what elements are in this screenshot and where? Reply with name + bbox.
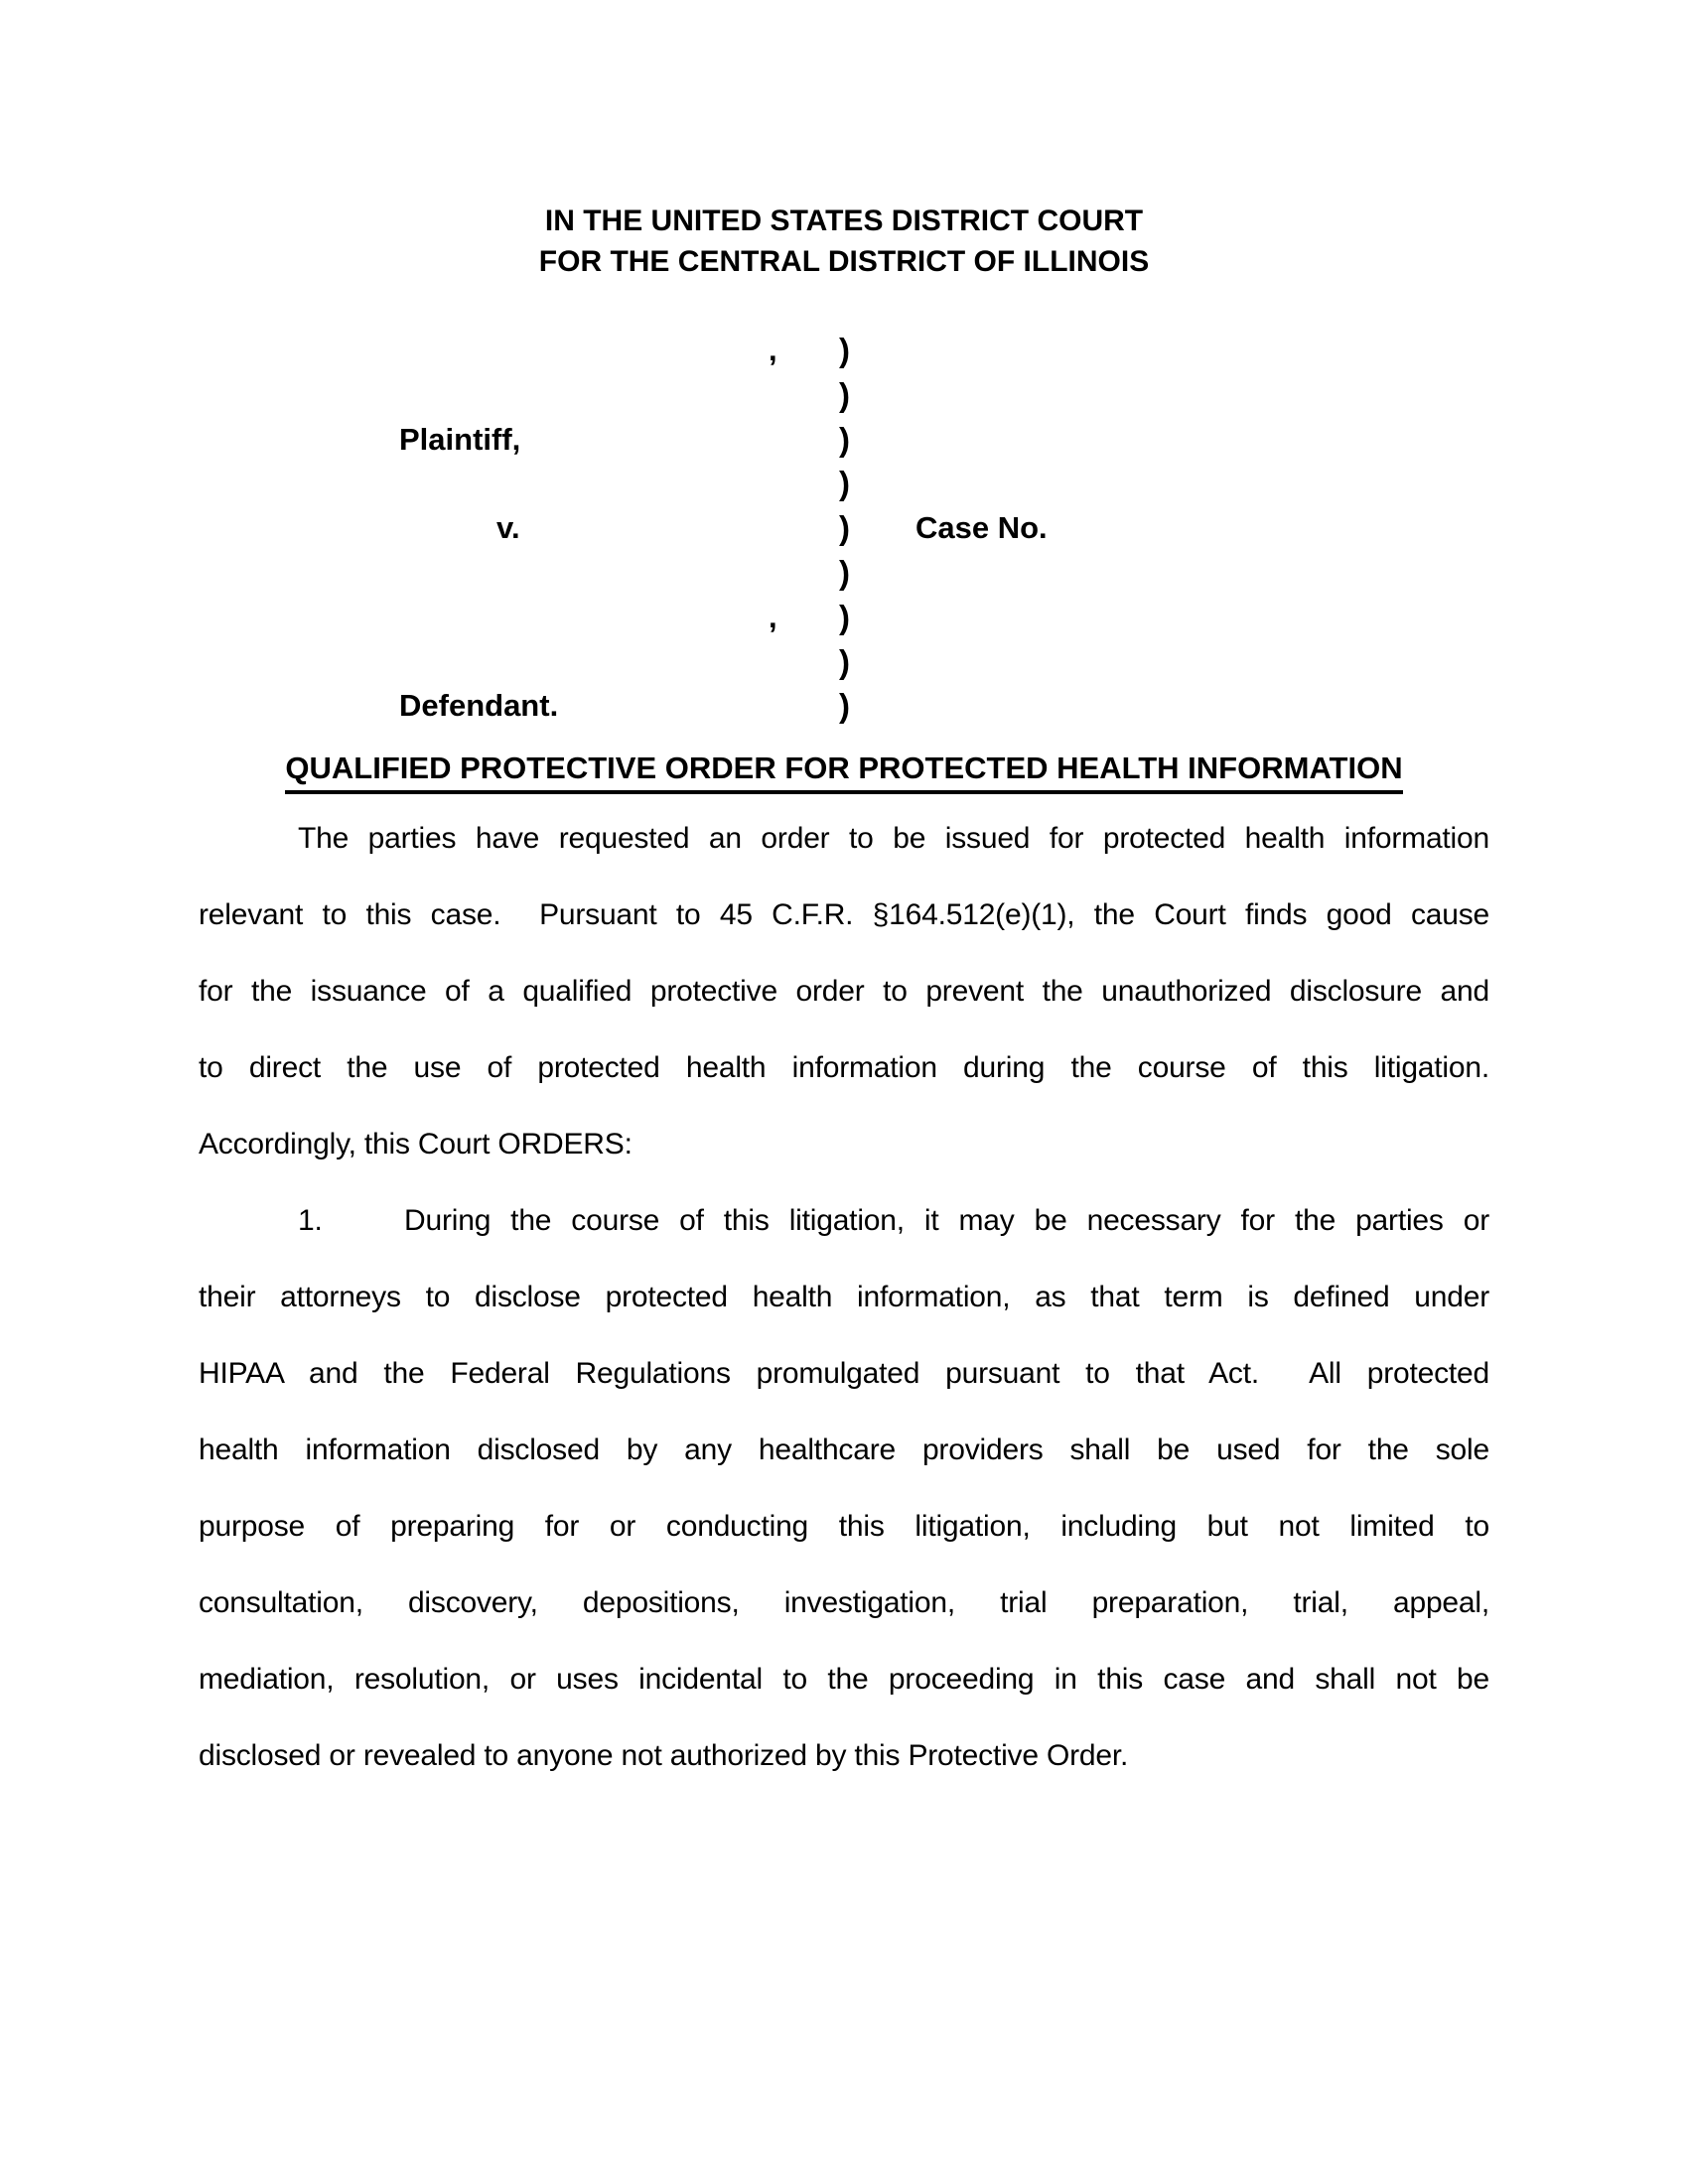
- caption-blank-name-comma: ,: [769, 333, 777, 367]
- case-caption: [0, 331, 1688, 748]
- caption-row: [0, 331, 1688, 376]
- caption-party-label: Defendant.: [399, 688, 559, 723]
- body-line-paragraph-2: purpose of preparing for or conducting this litigation, including but not limited to: [199, 1510, 1489, 1543]
- document-title: [0, 751, 1688, 794]
- caption-paren: ): [839, 376, 850, 413]
- caption-paren: ): [839, 643, 850, 680]
- body-line-paragraph-2: consultation, discovery, depositions, investigation, trial preparation, trial, appeal,: [199, 1586, 1489, 1619]
- caption-row: [0, 375, 1688, 421]
- court-header-line2: FOR THE CENTRAL DISTRICT OF ILLINOIS: [538, 245, 1150, 278]
- caption-paren: ): [839, 465, 850, 501]
- document-body: [199, 800, 1489, 1794]
- caption-row: [0, 508, 1688, 554]
- caption-paren: ): [839, 421, 850, 458]
- caption-row: [0, 464, 1688, 509]
- caption-paren: ): [839, 509, 850, 546]
- caption-row: [0, 553, 1688, 599]
- caption-paren: ): [839, 332, 850, 368]
- body-line-paragraph-1: to direct the use of protected health information during the course of this litigation.: [199, 1051, 1489, 1084]
- caption-row: [0, 642, 1688, 688]
- court-header: [0, 201, 1688, 282]
- caption-row: [0, 598, 1688, 643]
- paragraph-number: 1.: [298, 1204, 323, 1237]
- body-line-paragraph-2: health information disclosed by any healthcare providers shall be used for the sole: [199, 1433, 1489, 1466]
- caption-row: [0, 686, 1688, 732]
- caption-party-label: v.: [496, 510, 520, 545]
- caption-paren: ): [839, 687, 850, 724]
- document-title-text: QUALIFIED PROTECTIVE ORDER FOR PROTECTED HEALTH INFORMATION: [285, 751, 1402, 794]
- body-line-paragraph-2: mediation, resolution, or uses incidental to the proceeding in this case and shall not be: [199, 1663, 1489, 1696]
- caption-paren: ): [839, 554, 850, 591]
- caption-paren: ): [839, 599, 850, 635]
- body-line-paragraph-2: HIPAA and the Federal Regulations promulgated pursuant to that Act. All protected: [199, 1357, 1489, 1390]
- body-line-paragraph-1: relevant to this case. Pursuant to 45 C.F.R. §164.512(e)(1), the Court finds good cause: [199, 898, 1489, 931]
- caption-party-label: Plaintiff,: [399, 422, 521, 457]
- body-line-paragraph-2: [199, 1182, 1489, 1259]
- caption-case-no-label: Case No.: [915, 510, 1048, 545]
- court-header-line1: IN THE UNITED STATES DISTRICT COURT: [544, 205, 1144, 237]
- body-line-paragraph-1: Accordingly, this Court ORDERS:: [199, 1128, 633, 1160]
- caption-row: [0, 420, 1688, 466]
- body-line-text: During the course of this litigation, it may be necessary for the parties or: [404, 1204, 1489, 1237]
- body-line-paragraph-2: their attorneys to disclose protected health information, as that term is defined under: [199, 1281, 1489, 1313]
- body-line-paragraph-1: The parties have requested an order to be issued for protected health information: [298, 822, 1489, 855]
- body-line-paragraph-1: for the issuance of a qualified protective order to prevent the unauthorized disclosure and: [199, 975, 1489, 1008]
- caption-blank-name-comma: ,: [769, 600, 777, 634]
- body-line-paragraph-2: disclosed or revealed to anyone not authorized by this Protective Order.: [199, 1739, 1129, 1772]
